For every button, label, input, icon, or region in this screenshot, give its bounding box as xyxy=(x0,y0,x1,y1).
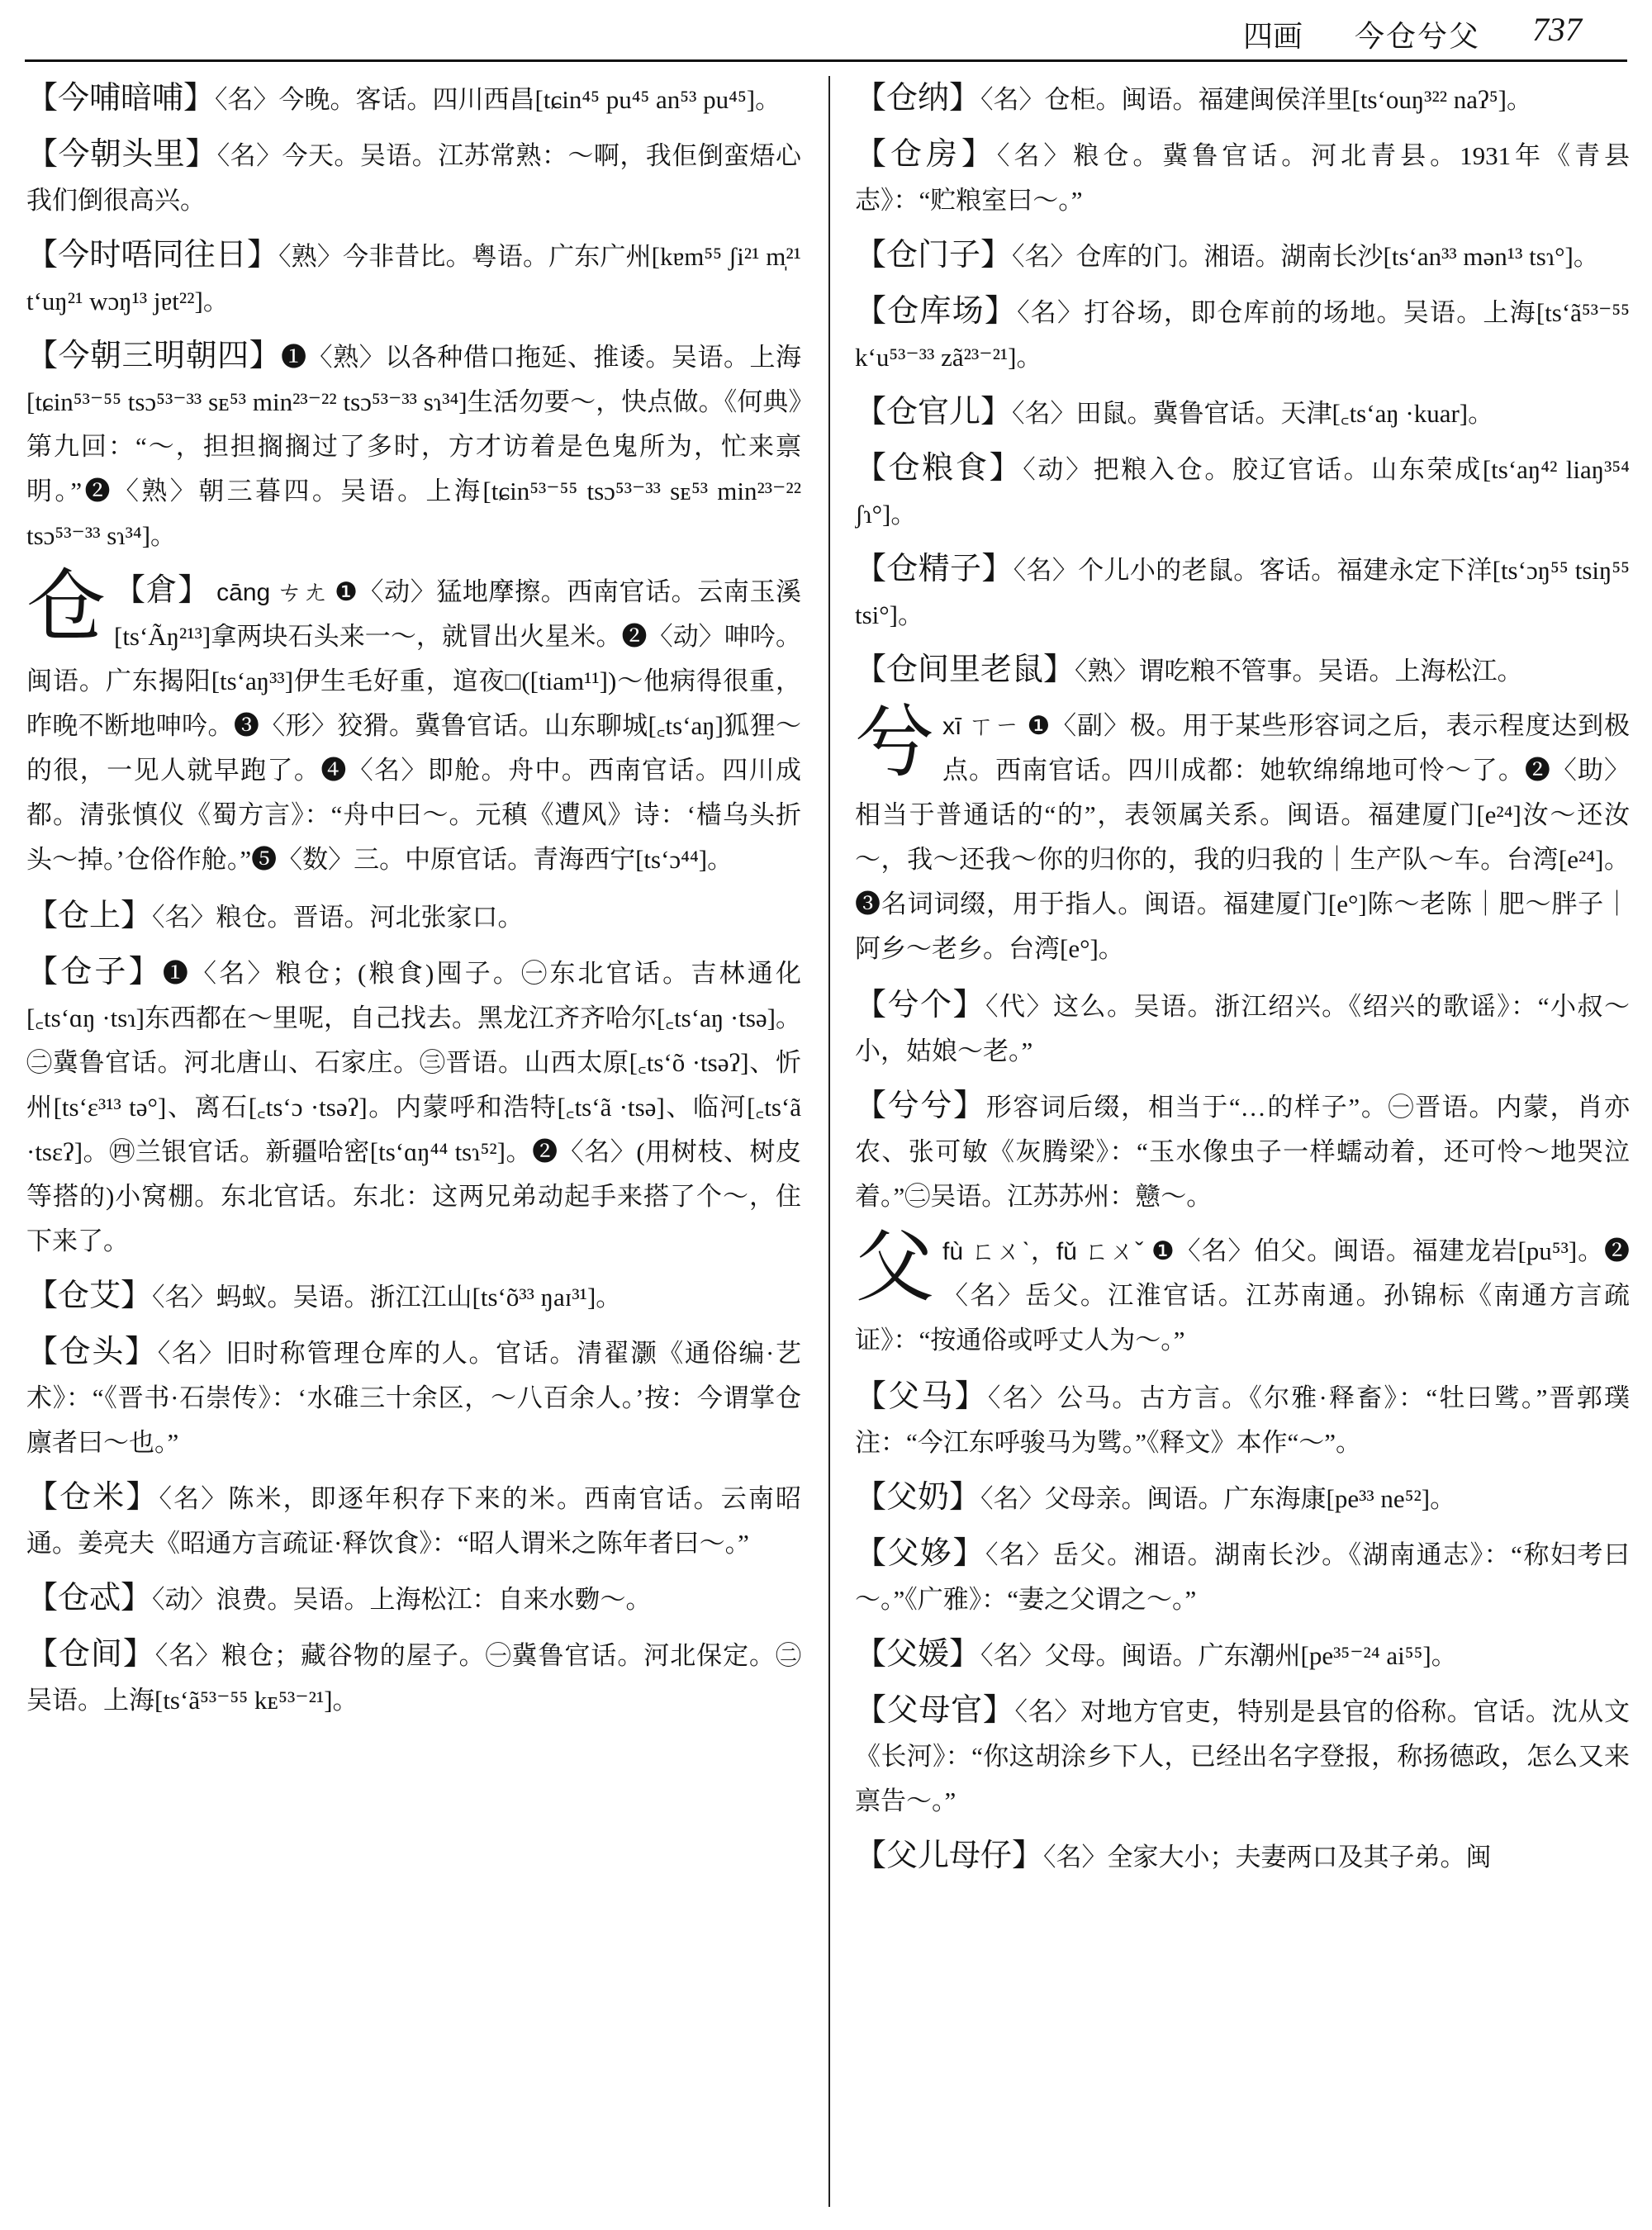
entry-headword: 【父媛】 xyxy=(855,1637,981,1672)
entry-definition: 〈熟〉谓吃粮不管事。吴语。上海松江。 xyxy=(1075,657,1523,686)
entry xyxy=(855,1374,1630,1465)
entry xyxy=(855,648,1630,694)
entry-definition: ❶〈名〉伯父。闽语。福建龙岩[pu⁵³]。❷〈名〉岳父。江淮官话。江苏南通。孙锦标《南通方言疏证》：“按通俗或呼丈人为～。” xyxy=(855,1236,1630,1355)
entry-headword: 【父儿母仔】 xyxy=(855,1839,1044,1873)
entry-headword: 【仓子】 xyxy=(26,955,163,989)
entry-definition: 〈名〉旧时称管理仓库的人。官话。清翟灏《通俗编·艺术》：“《晋书·石崇传》：‘水碓三十余区，～八百余人。’按：今谓掌仓廪者曰～也。” xyxy=(26,1339,801,1457)
entry-headword: 【仓官儿】 xyxy=(855,395,1013,429)
entry-headword: 【仓间里老鼠】 xyxy=(855,652,1075,687)
traditional-form: 【倉】 xyxy=(114,573,210,608)
zhuyin: ㄒㄧ xyxy=(969,713,1020,740)
entry xyxy=(855,1084,1630,1219)
entry xyxy=(855,1632,1630,1678)
left-column xyxy=(26,76,801,2223)
pinyin: fù ㄈㄨˋ，fǔ xyxy=(942,1238,1077,1265)
entry-headword: 【仓库场】 xyxy=(855,294,1018,329)
entry xyxy=(855,547,1630,638)
entry-definition: 〈名〉仓库的门。湘语。湖南长沙[tsʻan³³ mən¹³ tsɿ°]。 xyxy=(1012,242,1599,271)
entry-definition: 〈名〉父母亲。闽语。广东海康[pe³³ ne⁵²]。 xyxy=(980,1484,1456,1513)
entry xyxy=(26,1330,801,1465)
entry xyxy=(855,233,1630,279)
entry xyxy=(26,1475,801,1566)
entry xyxy=(855,289,1630,380)
entry-definition: 〈名〉陈米，即逐年积存下来的米。西南官话。云南昭通。姜亮夫《昭通方言疏证·释饮食》：“昭人谓米之陈年者曰～。” xyxy=(26,1484,801,1558)
entry-definition: 〈名〉岳父。湘语。湖南长沙。《湖南通志》：“称妇考曰～。”《广雅》：“妻之父谓之～。” xyxy=(855,1540,1630,1614)
entry-headword: 【仓上】 xyxy=(26,899,153,933)
entry-definition: ❶〈副〉极。用于某些形容词之后，表示程度达到极点。西南官话。四川成都：她软绵绵地可怜～了。❷〈助〉相当于普通话的“的”，表领属关系。闽语。福建厦门[e²⁴]汝～还汝～，我～还我～你的归你的，我的归我的｜生产队～车。台湾[e²⁴]。❸名词词缀，用于指人。闽语。福建厦门[e°]陈～老陈｜肥～胖子｜阿乡～老乡。台湾[e°]。 xyxy=(855,711,1630,963)
entry-character: 仓 xyxy=(26,562,106,651)
entry-headword: 【仓精子】 xyxy=(855,552,1014,586)
entry-definition: 〈动〉把粮入仓。胶辽官话。山东荣成[tsʻaŋ⁴² liaŋ³⁵⁴ ʃɿ°]。 xyxy=(855,455,1630,529)
entry xyxy=(26,1576,801,1622)
entry-headword: 【父奶】 xyxy=(855,1480,981,1515)
entry-character: 父 xyxy=(855,1223,934,1312)
column-divider xyxy=(828,76,830,2207)
entry-definition: 〈名〉父母。闽语。广东潮州[pe³⁵⁻²⁴ ai⁵⁵]。 xyxy=(980,1641,1457,1670)
entry-character: 兮 xyxy=(855,698,934,786)
entry xyxy=(26,233,801,324)
entry xyxy=(855,132,1630,223)
entry-headword: 【父母官】 xyxy=(855,1693,1015,1728)
entry xyxy=(26,1274,801,1320)
header-rule xyxy=(25,59,1627,62)
entry-definition: 形容词后缀，相当于“…的样子”。㊀晋语。内蒙，肖亦农、张可敏《灰腾梁》：“玉水像虫子一样蠕动着，还可怜～地哭泣着。”㊁吴语。江苏苏州：戆～。 xyxy=(855,1093,1630,1211)
character-entry xyxy=(26,562,801,882)
entry-headword: 【今朝头里】 xyxy=(26,137,217,172)
entry-headword: 【兮兮】 xyxy=(855,1089,986,1123)
entry-headword: 【仓头】 xyxy=(26,1335,158,1369)
entry xyxy=(26,894,801,940)
character-entry xyxy=(855,698,1630,971)
entry-definition: ❶〈名〉粮仓；(粮食)囤子。㊀东北官话。吉林通化[꜀tsʻɑŋ ·tsɿ]东西都在～里呢，自己找去。黑龙江齐齐哈尔[꜀tsʻaŋ ·tsə]。㊁冀鲁官话。河北唐山、石家庄。㊂晋语。山西太原[꜀tsʻõ ·tsəʔ]、忻州[tsʻɛ³¹³ tə°]、离石[꜀tsʻɔ ·tsəʔ]。内蒙呼和浩特[꜀tsʻã ·tsə]、临河[꜀tsʻã ·tsɛʔ]。㊃兰银官话。新疆哈密[tsʻɑŋ⁴⁴ tsɿ⁵²]。❷〈名〉(用树枝、树皮等搭的)小窝棚。东北官话。东北：这两兄弟动起手来搭了个～，住下来了。 xyxy=(26,959,801,1255)
entry-definition: 〈名〉今晚。客话。四川西昌[tɕin⁴⁵ pu⁴⁵ an⁵³ pu⁴⁵]。 xyxy=(215,85,781,114)
entry-headword: 【今朝三明朝四】 xyxy=(26,339,282,373)
entry-definition: 〈名〉蚂蚁。吴语。浙江江山[tsʻõ³³ ŋaɪ³¹]。 xyxy=(152,1283,622,1312)
entry-definition: 〈动〉浪费。吴语。上海松江：自来水覅～。 xyxy=(152,1585,652,1614)
entry xyxy=(26,334,801,558)
entry xyxy=(855,1688,1630,1824)
entry-headword: 【兮个】 xyxy=(855,988,986,1022)
entry-definition: 〈名〉全家大小；夫妻两口及其子弟。闽 xyxy=(1043,1843,1492,1872)
entry-headword: 【仓门子】 xyxy=(855,238,1013,273)
entry-headword: 【仓间】 xyxy=(26,1637,155,1672)
page-number: 737 xyxy=(1532,11,1582,48)
entry-headword: 【仓忒】 xyxy=(26,1581,153,1616)
entry-headword: 【仓纳】 xyxy=(855,81,981,116)
entry-headword: 【仓艾】 xyxy=(26,1279,153,1313)
entry-definition: 〈名〉粮仓。晋语。河北张家口。 xyxy=(152,903,524,932)
entry xyxy=(855,390,1630,436)
entry-definition: 〈名〉田鼠。冀鲁官话。天津[꜀tsʻaŋ ·kuar]。 xyxy=(1012,399,1494,428)
zhuyin: ㄘㄤ xyxy=(277,579,328,606)
head-characters: 今仓兮父 xyxy=(1355,20,1481,53)
entry-headword: 【仓粮食】 xyxy=(855,451,1023,486)
entry-headword: 【父马】 xyxy=(855,1379,988,1414)
entry-definition: 〈名〉粮仓。冀鲁官话。河北青县。1931年《青县志》：“贮粮室曰～。” xyxy=(855,141,1630,215)
zhuyin: ㄈㄨˇ xyxy=(1084,1238,1145,1265)
entry xyxy=(26,950,801,1264)
entry-definition: 〈名〉对地方官吏，特别是县官的俗称。官话。沈从文《长河》：“你这胡涂乡下人，已经出名字登报，称扬德政，怎么又来禀告～。” xyxy=(855,1697,1630,1815)
pinyin: cāng xyxy=(216,579,271,606)
character-entry xyxy=(855,1223,1630,1363)
right-column xyxy=(855,76,1630,2223)
entry-definition: 〈熟〉今非昔比。粤语。广东广州[kɐm⁵⁵ ʃi²¹ m̩²¹ tʻuŋ²¹ wɔŋ¹³ jɐt²²]。 xyxy=(26,242,801,316)
entry xyxy=(855,446,1630,537)
entry-definition: ❶〈动〉猛地摩擦。西南官话。云南玉溪[tsʻÃŋ²¹³]拿两块石头来一～，就冒出火星米。❷〈动〉呻吟。闽语。广东揭阳[tsʻaŋ³³]伊生毛好重，逭夜□([tiam¹¹])～他病得很重，昨晚不断地呻吟。❸〈形〉狡猾。冀鲁官话。山东聊城[꜀tsʻaŋ]狐狸～的很，一见人就早跑了。❹〈名〉即舱。舟中。西南官话。四川成都。清张慎仪《蜀方言》：“舟中曰～。元稹《遭风》诗：‘樯乌头折头～掉。’仓俗作舱。”❺〈数〉三。中原官话。青海西宁[tsʻɔ⁴⁴]。 xyxy=(26,577,801,874)
entry-definition: 〈名〉打谷场，即仓库前的场地。吴语。上海[tsʻã⁵³⁻⁵⁵ kʻu⁵³⁻³³ zã²³⁻²¹]。 xyxy=(855,298,1630,372)
section-label: 四画 xyxy=(1243,20,1303,53)
entry-definition: 〈名〉粮仓；藏谷物的屋子。㊀冀鲁官话。河北保定。㊁吴语。上海[tsʻã⁵³⁻⁵⁵ kᴇ⁵³⁻²¹]。 xyxy=(26,1641,801,1715)
entry-headword: 【今哺暗哺】 xyxy=(26,81,216,116)
entry-definition: 〈名〉仓柜。闽语。福建闽侯洋里[tsʻouŋ³²² naʔ⁵]。 xyxy=(980,85,1532,114)
entry xyxy=(855,983,1630,1074)
entry xyxy=(855,1475,1630,1521)
entry-headword: 【仓米】 xyxy=(26,1480,159,1515)
entry-definition: 〈名〉今天。吴语。江苏常熟：～啊，我佢倒蛮焐心我们倒很高兴。 xyxy=(26,141,801,215)
entry xyxy=(26,1632,801,1723)
entry-headword: 【仓房】 xyxy=(855,137,997,172)
entry xyxy=(855,1834,1630,1880)
entry xyxy=(855,1531,1630,1622)
page-header xyxy=(0,0,1652,58)
entry xyxy=(26,76,801,122)
entry xyxy=(26,132,801,223)
entry-definition: ❶〈熟〉以各种借口拖延、推诿。吴语。上海[tɕin⁵³⁻⁵⁵ tsɔ⁵³⁻³³ sᴇ⁵³ min²³⁻²² tsɔ⁵³⁻³³ sɿ³⁴]生活勿要～，快点做。《何典》第九回：“～，担担搁搁过了多时，方才访着是色鬼所为，忙来禀明。”❷〈熟〉朝三暮四。吴语。上海[tɕin⁵³⁻⁵⁵ tsɔ⁵³⁻³³ sᴇ⁵³ min²³⁻²² tsɔ⁵³⁻³³ sɿ³⁴]。 xyxy=(26,343,801,550)
entry-headword: 【父姼】 xyxy=(855,1536,986,1571)
entry-definition: 〈名〉公马。古方言。《尔雅·释畜》：“牡曰骘。”晋郭璞注：“今江东呼骏马为骘。”《释文》本作“～”。 xyxy=(855,1383,1630,1457)
entry-definition: 〈代〉这么。吴语。浙江绍兴。《绍兴的歌谣》：“小叔～小，姑娘～老。” xyxy=(855,992,1630,1065)
pinyin: xī xyxy=(942,713,962,740)
entry-definition: 〈名〉个儿小的老鼠。客话。福建永定下洋[tsʻɔŋ⁵⁵ tsiŋ⁵⁵ tsi°]。 xyxy=(855,556,1630,629)
entry-headword: 【今时唔同往日】 xyxy=(26,238,279,273)
entry xyxy=(855,76,1630,122)
